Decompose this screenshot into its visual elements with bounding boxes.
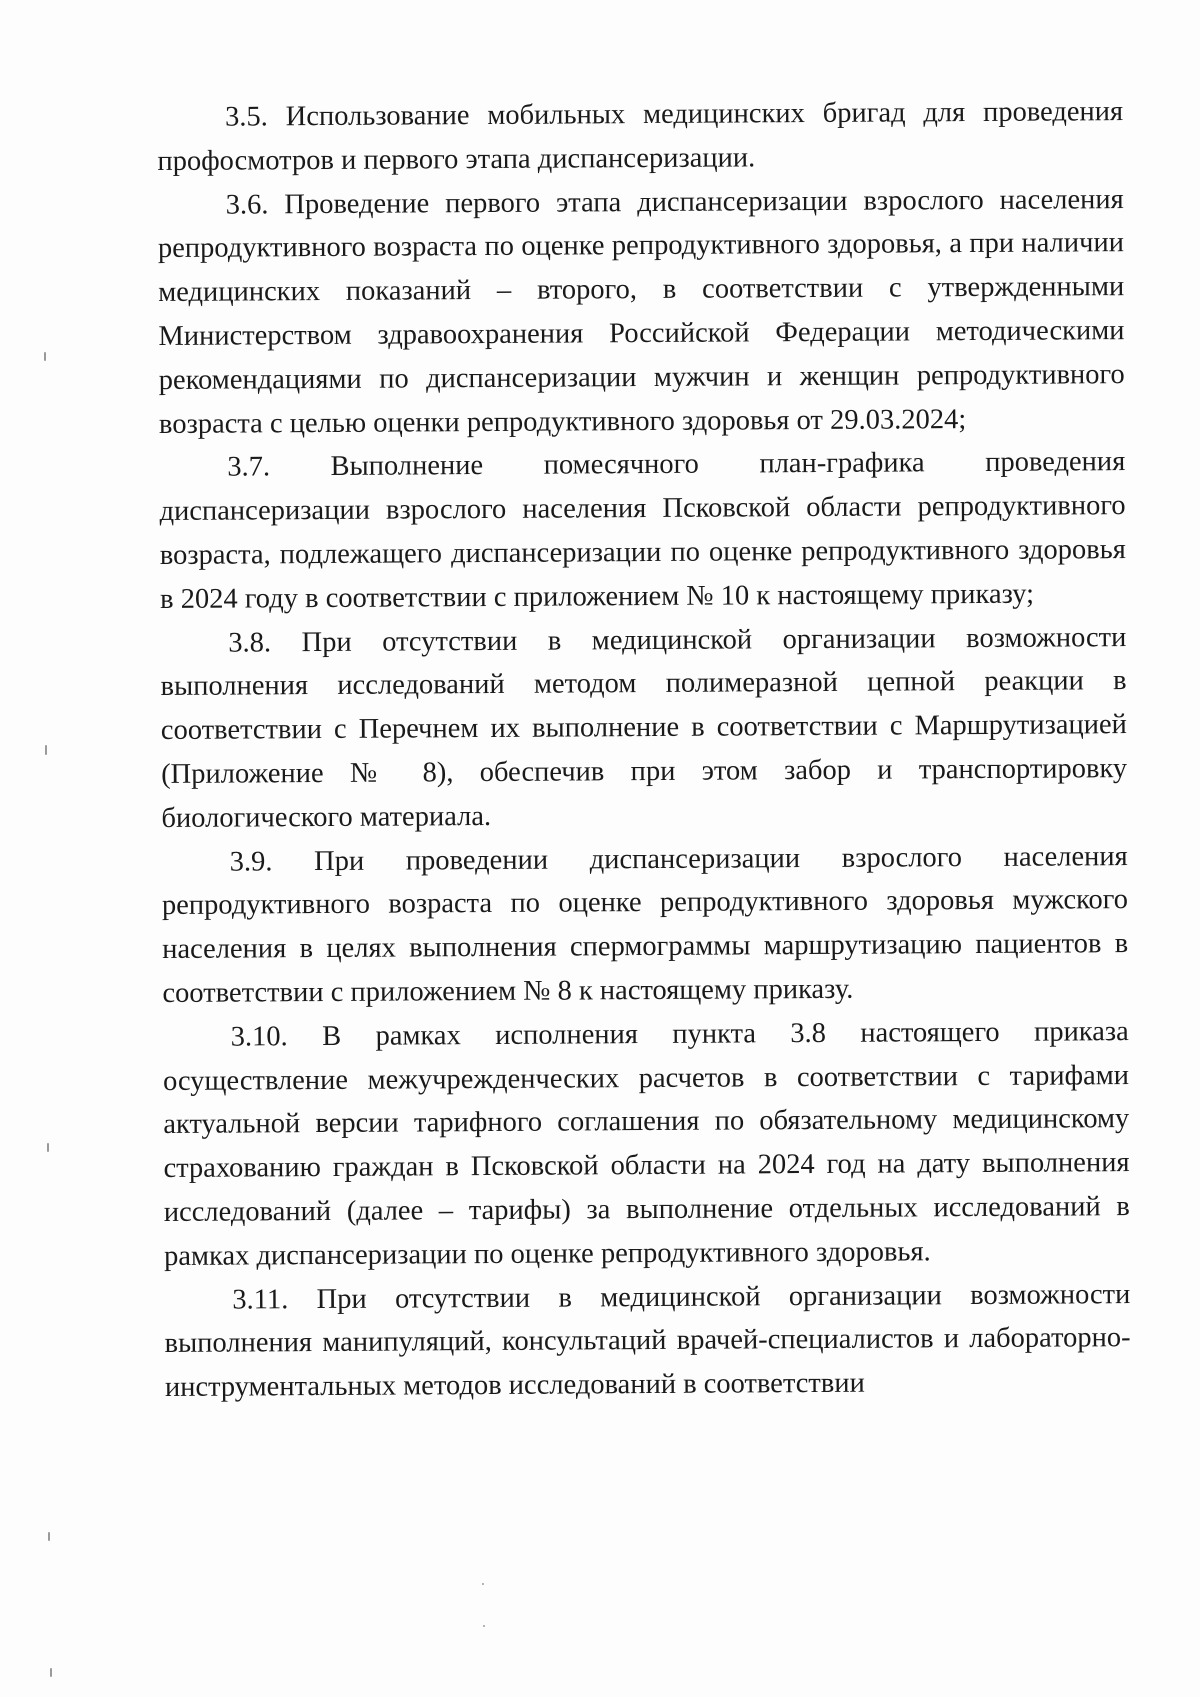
paragraph-3-8: [160, 616, 1127, 841]
scan-mark: [48, 1532, 50, 1541]
paragraph-3-5: [157, 90, 1124, 183]
paragraph-number: 3.5.: [225, 101, 268, 133]
scan-mark: [44, 352, 46, 361]
paragraph-text: Проведение первого этапа диспансеризации взрослого населения репродуктивного возраста по оценке репродуктивного здоровья, а при наличии медицинских показаний – второго, в соответствии с утвержденными Министерством здравоохранения Российской Федерации методическими рекомендациями по диспансеризации мужчин и женщин репродуктивного возраста с целью оценки репродуктивного здоровья от 29.03.2024;: [157, 183, 1125, 440]
scan-dot: [482, 1583, 484, 1585]
paragraph-text: При отсутствии в медицинской организации возможности выполнения манипуляций, консультаций врачей-специалистов и лабораторно-инструментальных методов исследований в соответствии: [164, 1278, 1131, 1404]
paragraph-text: При отсутствии в медицинской организации возможности выполнения исследований методом полимеразной цепной реакции в соответствии с Перечнем их выполнение в соответствии с Маршрутизацией (Приложение № 8), обеспечив при этом забор и транспортировку биологического материала.: [160, 621, 1128, 834]
paragraph-text: Использование мобильных медицинских бригад для проведения профосмотров и первого этапа диспансеризации.: [157, 96, 1124, 177]
paragraph-number: 3.7.: [227, 451, 271, 483]
paragraph-3-6: [158, 178, 1126, 447]
scan-dot: [483, 1625, 485, 1627]
paragraph-number: 3.10.: [230, 1020, 288, 1053]
paragraph-3-7: [159, 440, 1126, 621]
paragraph-number: 3.6.: [225, 188, 269, 221]
paragraph-text: В рамках исполнения пункта 3.8 настоящего приказа осуществление межучрежденческих расчетов в соответствии с тарифами актуальной версии тарифного соглашения по обязательному медицинскому страхованию граждан в Псковской области на 2024 год на дату выполнения исследований (далее – тарифы) за выполнение отдельных исследований в рамках диспансеризации по оценке репродуктивного здоровья.: [162, 1015, 1130, 1272]
paragraph-3-10: [163, 1010, 1131, 1279]
scan-mark: [47, 1143, 49, 1152]
document-body: [157, 90, 1131, 1410]
paragraph-3-9: [162, 835, 1129, 1016]
paragraph-text: Выполнение помесячного план-графика проведения диспансеризации взрослого населения Псковской области репродуктивного возраста, подлежащего диспансеризации по оценке репродуктивного здоровья в 2024 году в соответствии с приложением № 10 к настоящему приказу;: [159, 446, 1126, 615]
paragraph-number: 3.9.: [229, 845, 273, 878]
paragraph-number: 3.8.: [228, 626, 272, 659]
paragraph-number: 3.11.: [232, 1283, 289, 1316]
scan-mark: [50, 1668, 52, 1677]
scan-mark: [45, 745, 47, 755]
paragraph-3-11: [164, 1273, 1131, 1410]
paragraph-text: При проведении диспансеризации взрослого населения репродуктивного возраста по оценке репродуктивного здоровья мужского населения в целях выполнения спермограммы маршрутизацию пациентов в соответствии с приложением № 8 к настоящему приказу.: [161, 840, 1129, 1009]
